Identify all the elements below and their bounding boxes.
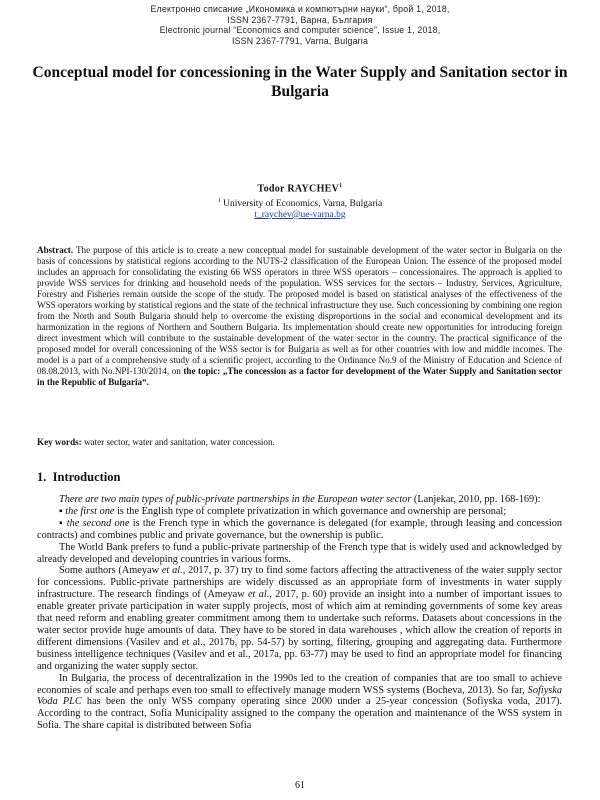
- page-number: 61: [295, 780, 305, 791]
- header-line-en-2: ISSN 2367-7791, Varna, Bulgaria: [231, 35, 369, 46]
- keywords: [37, 437, 562, 447]
- paragraph-5: Some authors (Ameyaw et al., 2017, p. 37) try to find some factors affecting the attractiveness of the water supply sector for concessions. Public-private partnerships are widely discussed as an appropriate form of investments in water supply infrastructure. The research findings of (Ameyaw et al., 2017, p. 60) provide an insight into a number of important issues to enable greater private participation in water supply projects, most of which aim at reminding governments of some key areas that need reform and enabling greater commitment among them to undertake such reforms. Datasets about concessions in the water sector provide huge amounts of data. They have to be stored in data warehouses , which allow the creation of reports in different dimensions (Vasilev and et al., 2017b, pp. 54-57) by sorting, filtering, grouping and aggregating data. Furthermore business intelligence techniques (Vasilev and et al., 2017a, pp. 63-77) may be used to find an appropriate model for financing and organizing the water supply sector.: [37, 565, 563, 672]
- header-line-en-1: Electronic journal “Economics and computer science”, Issue 1, 2018,: [159, 25, 441, 36]
- paragraph-6: In Bulgaria, the process of decentralization in the 1990s led to the creation of companies that are too small to achieve economies of scale and perhaps even too small to effectively manage modern WSS systems (Bocheva, 2013). So far, Sofiyska Voda PLC has been the only WSS company operating since 2000 under a 25-year concession (Sofiyska voda, 2017). According to the contract, Sofia Municipality assigned to the company the operation and maintenance of the WSS system in Sofia. The share capital is distributed between Sofia: [37, 672, 562, 732]
- paragraph-2: ▪ the first one is the English type of complete privatization in which governance and ownership are personal;: [59, 505, 507, 517]
- header-line-bg-2: ISSN 2367-7791, Варна, България: [227, 14, 373, 25]
- introduction-body: [37, 494, 562, 732]
- paragraph-1: There are two main types of public-private partnerships in the European water sector (Lanjekar, 2010, pp. 168-169):: [59, 494, 541, 505]
- paragraph-3: ▪ the second one is the French type in which the governance is delegated (for example, through leasing and concession contracts) and combines public and private governance, but the ownership is public.: [37, 517, 562, 541]
- author-name: Todor RAYCHEV$^1$: [257, 183, 343, 195]
- abstract-text: The purpose of this article is to create a new conceptual model for sustainable development of the water sector in Bulgaria on the basis of concessions by statistical regions according to the NUTS-2 classification of the European Union. The essence of the proposed model includes an approach for consolidating the existing 66 WSS operators in three WSS operators – concessionaires. The approach is applied to provide WSS services for drinking and household needs of the population. WSS services for the sectors – Industry, Services, Agriculture, Forestry and Fisheries remain outside the scope of the study. The proposed model is based on statistical analyses of the effectiveness of the WSS operators working by statistical regions and the state of the technical infrastructure they use. Such concessioning by combining one region from the North and South Bulgaria should help to overcome the existing disproportions in the social and economical development and its harmonization in the regions of Northern and Southern Bulgaria. Its implementation should create new opportunities for introducing foreign direct investment which will contribute to the sustainable development of the water sector in the country. The practical significance of the proposed model for overall concessioning of the WSS sector is for Bulgaria as well as for other countries with low and middle incomes. The model is a part of a comprehensive study of a scientific project, according to the Ordinance No.9 of the Ministry of Education and Science of 08.08.2013, with No.NPI-130/2014, on: [37, 245, 562, 376]
- author-email-link[interactable]: t_raychev@ue-varna.bg: [254, 210, 346, 220]
- journal-header: [0, 4, 600, 46]
- keywords-label: Key words:: [37, 437, 82, 447]
- paper-title: Conceptual model for concessioning in the Water Supply and Sanitation sector in Bulgaria: [32, 64, 568, 100]
- abstract-label: Abstract.: [37, 245, 74, 255]
- header-line-bg-1: Електронно списание „Икономика и компютърни науки“, брой 1, 2018,: [150, 4, 450, 14]
- abstract-topic: the topic: „The concession as a factor for development of the Water Supply and Sanitation sector in the Republic of Bulgaria“.: [37, 366, 563, 387]
- section-heading: 1. Introduction: [37, 470, 121, 484]
- author-affiliation: $^1$ University of Economics, Varna, Bulgaria: [217, 198, 383, 210]
- paragraph-4: The World Bank prefers to fund a public-private partnership of the French type that is widely used and acknowledged by already developed and developing countries in various forms.: [37, 541, 562, 565]
- abstract: [37, 245, 562, 388]
- keywords-text: water sector, water and sanitation, water concession.: [81, 437, 275, 447]
